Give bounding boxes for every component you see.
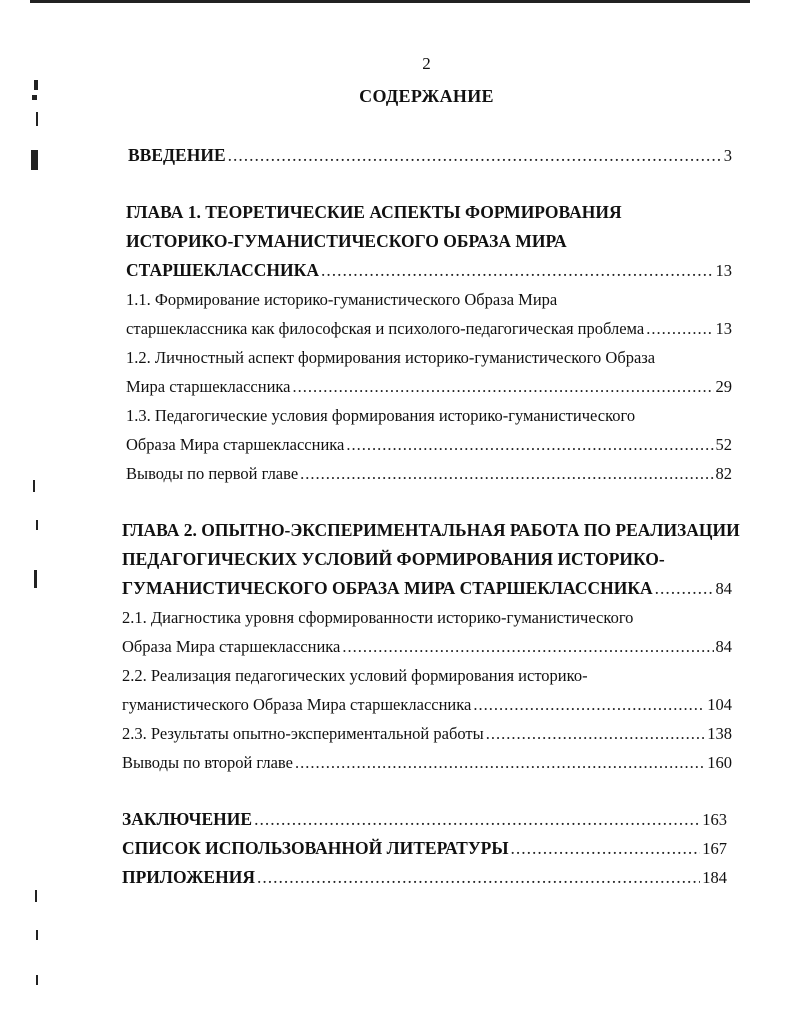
dot-leader (346, 430, 713, 459)
entry-page: 104 (707, 695, 732, 714)
dot-leader (300, 459, 713, 488)
scan-artifacts (28, 0, 48, 1034)
entry-label: ПРИЛОЖЕНИЯ (122, 867, 255, 887)
top-border-line (30, 0, 750, 3)
dot-leader (254, 805, 700, 834)
chapter-heading-line: ПЕДАГОГИЧЕСКИХ УСЛОВИЙ ФОРМИРОВАНИЯ ИСТОРИКО- (122, 549, 665, 569)
toc-entry-2-2[interactable] (122, 690, 732, 719)
toc-entry-chapter-1[interactable] (126, 256, 732, 285)
entry-page: 138 (707, 724, 732, 743)
entry-label: СПИСОК ИСПОЛЬЗОВАННОЙ ЛИТЕРАТУРЫ (122, 838, 509, 858)
section-line: 2.1. Диагностика уровня сформированности историко-гуманистического (122, 608, 634, 627)
dot-leader (293, 372, 714, 401)
entry-page: 84 (715, 637, 732, 656)
toc-entry-ch2-conclusions[interactable] (122, 748, 732, 777)
toc-entry-intro[interactable] (128, 141, 732, 170)
toc-entry-appendices[interactable] (122, 863, 727, 892)
dot-leader (228, 141, 722, 170)
entry-page: 84 (715, 579, 732, 598)
entry-page: 13 (715, 319, 732, 338)
entry-label: Образа Мира старшеклассника (122, 637, 341, 656)
entry-label: 2.3. Результаты опытно-экспериментальной работы (122, 724, 484, 743)
toc-entry-references[interactable] (122, 834, 727, 863)
dot-leader (646, 314, 713, 343)
entry-label: ЗАКЛЮЧЕНИЕ (122, 809, 253, 829)
dot-leader (295, 748, 705, 777)
dot-leader (511, 834, 701, 863)
section-line: 2.2. Реализация педагогических условий формирования историко- (122, 666, 588, 685)
chapter-heading-line: ГЛАВА 1. ТЕОРЕТИЧЕСКИЕ АСПЕКТЫ ФОРМИРОВАНИЯ (126, 202, 622, 222)
entry-page: 82 (715, 464, 732, 483)
entry-page: 3 (723, 146, 732, 165)
entry-page: 167 (702, 839, 727, 858)
dot-leader (342, 632, 713, 661)
entry-page: 29 (715, 377, 732, 396)
chapter-heading-line: ИСТОРИКО-ГУМАНИСТИЧЕСКОГО ОБРАЗА МИРА (126, 231, 567, 251)
entry-label: Образа Мира старшеклассника (126, 435, 345, 454)
page-number: 2 (422, 54, 431, 73)
section-line: 1.1. Формирование историко-гуманистического Образа Мира (126, 290, 558, 309)
toc-entry-1-1[interactable] (126, 314, 732, 343)
entry-label: Выводы по второй главе (122, 753, 293, 772)
entry-page: 160 (707, 753, 732, 772)
toc-entry-1-2[interactable] (126, 372, 732, 401)
entry-label: СТАРШЕКЛАССНИКА (126, 260, 319, 280)
section-line: 1.2. Личностный аспект формирования историко-гуманистического Образа (126, 348, 656, 367)
entry-label: Выводы по первой главе (126, 464, 299, 483)
dot-leader (486, 719, 706, 748)
toc-intro (128, 141, 732, 170)
toc-entry-ch1-conclusions[interactable] (126, 459, 732, 488)
entry-page: 184 (702, 868, 727, 887)
dot-leader (473, 690, 705, 719)
entry-label: гуманистического Образа Мира старшеклассника (122, 695, 472, 714)
entry-page: 163 (702, 810, 727, 829)
toc-entry-2-1[interactable] (122, 632, 732, 661)
toc-entry-1-3[interactable] (126, 430, 732, 459)
entry-label: Мира старшеклассника (126, 377, 291, 396)
toc-chapter-2 (122, 516, 740, 777)
toc-end-matter (122, 805, 727, 892)
toc-entry-conclusion[interactable] (122, 805, 727, 834)
entry-label: ГУМАНИСТИЧЕСКОГО ОБРАЗА МИРА СТАРШЕКЛАССНИКА (122, 578, 653, 598)
toc-entry-2-3[interactable] (122, 719, 732, 748)
toc-entry-chapter-2[interactable] (122, 574, 732, 603)
entry-label: ВВЕДЕНИЕ (128, 145, 226, 165)
chapter-heading-line: ГЛАВА 2. ОПЫТНО-ЭКСПЕРИМЕНТАЛЬНАЯ РАБОТА ПО РЕАЛИЗАЦИИ (122, 520, 740, 540)
toc-title: СОДЕРЖАНИЕ (359, 86, 494, 106)
section-line: 1.3. Педагогические условия формирования историко-гуманистического (126, 406, 636, 425)
dot-leader (257, 863, 700, 892)
entry-page: 52 (715, 435, 732, 454)
toc-chapter-1 (126, 198, 732, 488)
entry-label: старшеклассника как философская и психолого-педагогическая проблема (126, 319, 645, 338)
dot-leader (655, 574, 714, 603)
dot-leader (321, 256, 714, 285)
entry-page: 13 (715, 261, 732, 280)
